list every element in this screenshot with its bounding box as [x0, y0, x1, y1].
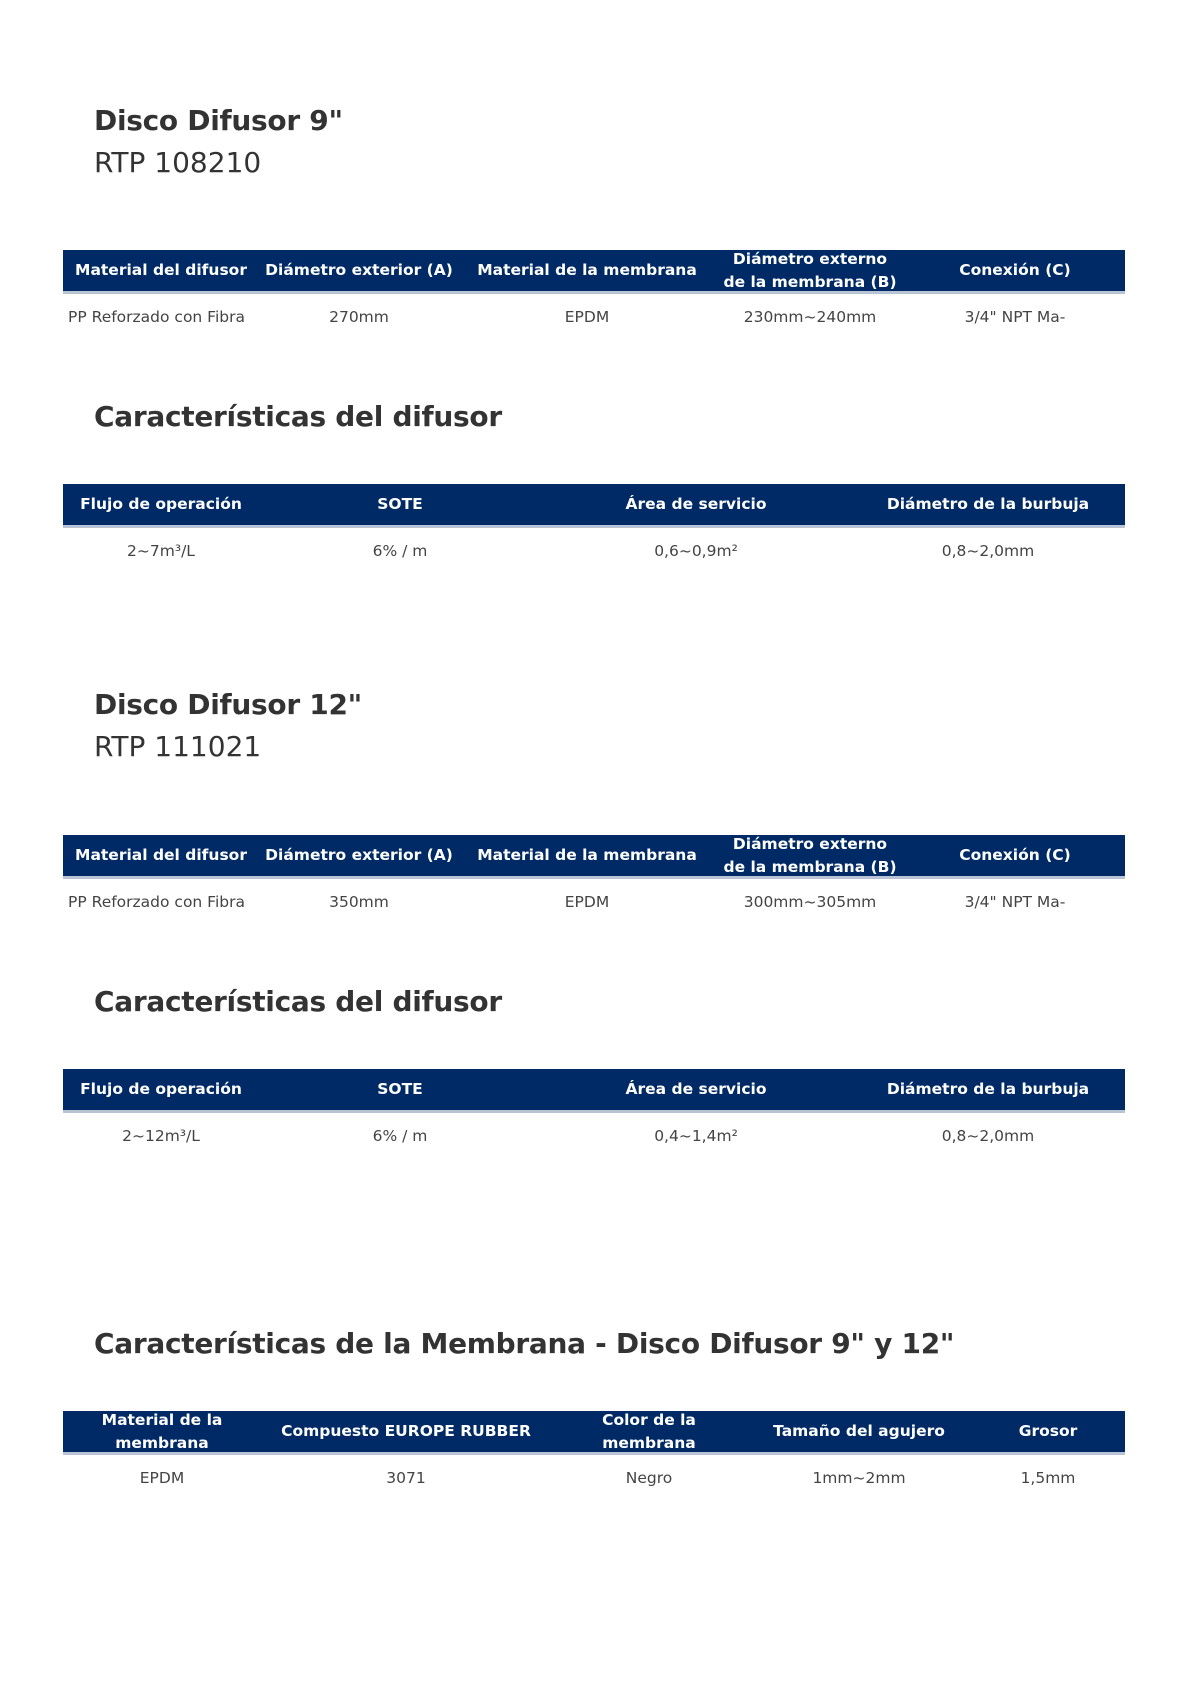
table-cell: 300mm~305mm	[743, 893, 877, 911]
table-header-row	[63, 250, 1125, 294]
table-header-row	[63, 1069, 1125, 1113]
column-header: Diámetro de la burbuja	[886, 1080, 1090, 1098]
product-12-spec-table	[63, 835, 1125, 925]
table-cell: PP Reforzado con Fibra	[68, 308, 245, 326]
column-header: SOTE	[377, 495, 423, 513]
table-cell: 0,8~2,0mm	[941, 1127, 1035, 1145]
table-cell: 0,4~1,4m²	[654, 1127, 738, 1145]
column-header: Conexión (C)	[959, 261, 1071, 279]
table-cell: 3/4" NPT Ma-	[964, 893, 1066, 911]
product-12-features-table	[63, 1069, 1125, 1159]
table-cell: 2~7m³/L	[127, 542, 195, 560]
table-cell: 1mm~2mm	[812, 1469, 906, 1487]
table-cell: 3/4" NPT Ma-	[964, 308, 1066, 326]
membrane-title: Características de la Membrana - Disco Difusor 9" y 12"	[94, 1327, 955, 1360]
column-header: Conexión (C)	[959, 846, 1071, 864]
table-header-row	[63, 484, 1125, 528]
table-row	[63, 1455, 1125, 1501]
membrane-table	[63, 1411, 1125, 1501]
product-9-features-title: Características del difusor	[94, 400, 502, 433]
product-9-features-table	[63, 484, 1125, 574]
product-9-title: Disco Difusor 9"	[94, 104, 343, 137]
table-cell: 0,8~2,0mm	[941, 542, 1035, 560]
table-cell: 270mm	[329, 308, 389, 326]
table-cell: EPDM	[564, 308, 610, 326]
table-cell: Negro	[625, 1469, 673, 1487]
column-header: Diámetro exterior (A)	[265, 261, 453, 279]
column-header: Tamaño del agujero	[773, 1422, 945, 1440]
column-header: Diámetro externo de la membrana (B)	[723, 249, 897, 291]
product-12-code: RTP 111021	[94, 730, 262, 763]
column-header: Diámetro de la burbuja	[886, 495, 1090, 513]
table-cell: 2~12m³/L	[122, 1127, 200, 1145]
column-header: Material de la membrana	[101, 1410, 223, 1452]
column-header: SOTE	[377, 1080, 423, 1098]
table-cell: 6% / m	[372, 542, 428, 560]
column-header: Flujo de operación	[80, 495, 242, 513]
column-header: Diámetro externo de la membrana (B)	[723, 834, 897, 876]
table-cell: PP Reforzado con Fibra	[68, 893, 245, 911]
table-row	[63, 294, 1125, 340]
table-row	[63, 1113, 1125, 1159]
column-header: Área de servicio	[625, 495, 767, 513]
product-12-features-title: Características del difusor	[94, 985, 502, 1018]
column-header: Compuesto EUROPE RUBBER	[281, 1422, 531, 1440]
column-header: Material de la membrana	[477, 261, 697, 279]
column-header: Material del difusor	[75, 846, 247, 864]
table-cell: 350mm	[329, 893, 389, 911]
table-cell: EPDM	[139, 1469, 185, 1487]
table-cell: 3071	[386, 1469, 426, 1487]
column-header: Material del difusor	[75, 261, 247, 279]
table-cell: 1,5mm	[1020, 1469, 1076, 1487]
product-9-spec-table	[63, 250, 1125, 340]
table-cell: 0,6~0,9m²	[654, 542, 738, 560]
column-header: Color de la membrana	[602, 1410, 696, 1452]
table-cell: EPDM	[564, 893, 610, 911]
column-header: Flujo de operación	[80, 1080, 242, 1098]
table-row	[63, 879, 1125, 925]
product-12-title: Disco Difusor 12"	[94, 688, 362, 721]
column-header: Grosor	[1018, 1422, 1078, 1440]
product-9-code: RTP 108210	[94, 146, 262, 179]
table-cell: 6% / m	[372, 1127, 428, 1145]
column-header: Diámetro exterior (A)	[265, 846, 453, 864]
table-cell: 230mm~240mm	[743, 308, 877, 326]
column-header: Material de la membrana	[477, 846, 697, 864]
table-header-row	[63, 835, 1125, 879]
table-header-row	[63, 1411, 1125, 1455]
column-header: Área de servicio	[625, 1080, 767, 1098]
table-row	[63, 528, 1125, 574]
